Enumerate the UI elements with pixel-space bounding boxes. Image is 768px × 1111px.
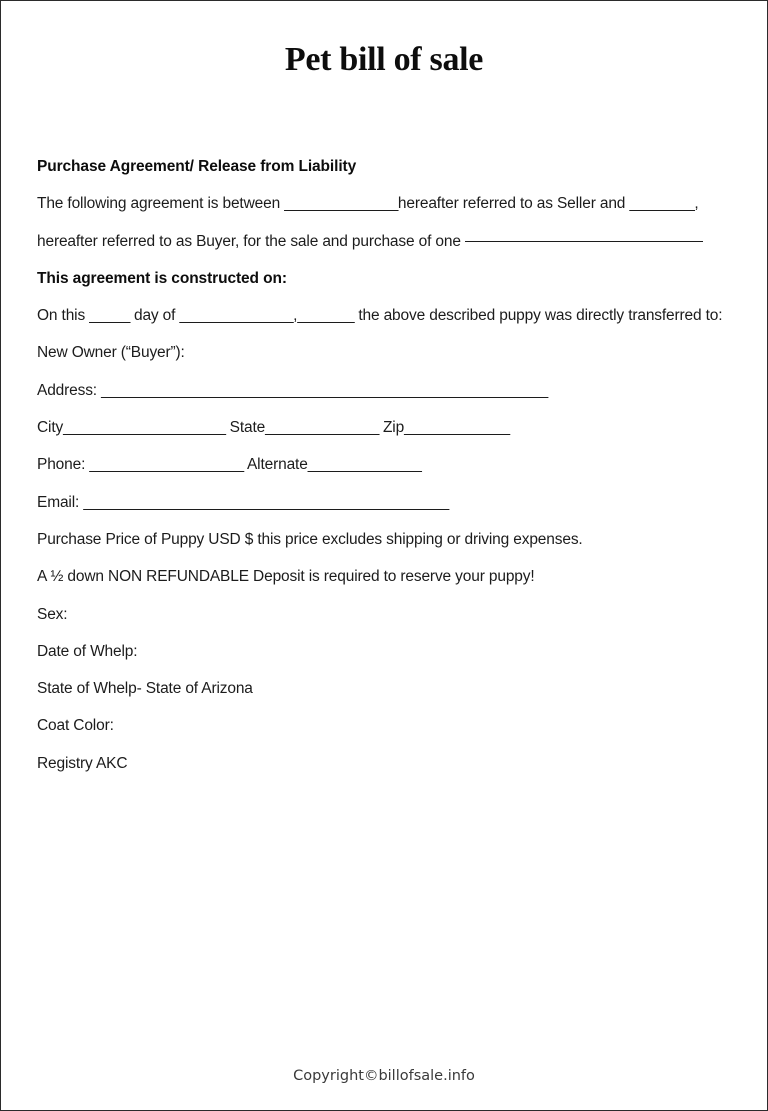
deposit-note-text: A ½ down NON REFUNDABLE Deposit is required to reserve your puppy!: [37, 568, 535, 586]
date-comma-text: ,: [293, 307, 298, 325]
constructed-on-heading: This agreement is constructed on:: [37, 269, 287, 287]
on-this-prefix-text: On this: [37, 307, 90, 325]
email-label: Email:: [37, 493, 84, 511]
form-body: [37, 148, 741, 782]
state-of-whelp-label: State of Whelp- State of Arizona: [37, 680, 253, 698]
address-label: Address:: [37, 381, 102, 399]
phone-alternate-line: [37, 446, 741, 483]
year-blank[interactable]: _______: [297, 307, 355, 325]
agreement-between-line: [37, 185, 741, 222]
city-label: City: [37, 419, 64, 437]
alternate-blank[interactable]: ______________: [307, 456, 422, 474]
alternate-label: Alternate: [243, 456, 308, 474]
coat-color-label: Coat Color:: [37, 717, 114, 735]
state-blank[interactable]: ______________: [265, 419, 379, 437]
month-blank[interactable]: ______________: [179, 307, 294, 325]
date-of-whelp-label: Date of Whelp:: [37, 642, 138, 660]
registry-label: Registry AKC: [37, 754, 128, 772]
seller-name-blank[interactable]: ______________: [284, 195, 398, 213]
address-blank[interactable]: _______________________________________________________: [101, 381, 548, 399]
on-this-date-line: [37, 297, 741, 334]
email-field-line: [37, 484, 741, 521]
address-field-line: [37, 372, 741, 409]
between-prefix-text: The following agreement is between: [37, 195, 285, 213]
page-title: Pet bill of sale: [284, 41, 484, 78]
buyer-purchase-line: [37, 223, 741, 260]
new-owner-label: New Owner (“Buyer”):: [37, 344, 185, 362]
zip-blank[interactable]: _____________: [404, 419, 510, 437]
state-label: State: [225, 419, 266, 437]
city-blank[interactable]: ____________________: [63, 419, 226, 437]
pet-description-rule[interactable]: [465, 241, 703, 242]
phone-blank[interactable]: ___________________: [89, 456, 244, 474]
buyer-line-text: hereafter referred to as Buyer, for the sale and purchase of one: [37, 232, 465, 250]
purchase-price-text: Purchase Price of Puppy USD $ this price excludes shipping or driving expenses.: [37, 530, 583, 548]
footer-copyright: Copyright©billofsale.info: [293, 1068, 475, 1084]
between-suffix-text: ,: [694, 195, 699, 213]
day-of-text: day of: [129, 307, 180, 325]
buyer-name-blank[interactable]: ________: [629, 195, 695, 213]
day-blank[interactable]: _____: [89, 307, 130, 325]
city-state-zip-line: [37, 409, 741, 446]
transferred-to-text: the above described puppy was directly transferred to:: [354, 307, 723, 325]
sex-label: Sex:: [37, 605, 68, 623]
phone-label: Phone:: [37, 456, 90, 474]
email-blank[interactable]: _____________________________________________: [83, 493, 449, 511]
purchase-agreement-heading: Purchase Agreement/ Release from Liability: [37, 158, 357, 175]
between-mid-text: hereafter referred to as Seller and: [397, 195, 630, 213]
zip-label: Zip: [378, 419, 405, 437]
